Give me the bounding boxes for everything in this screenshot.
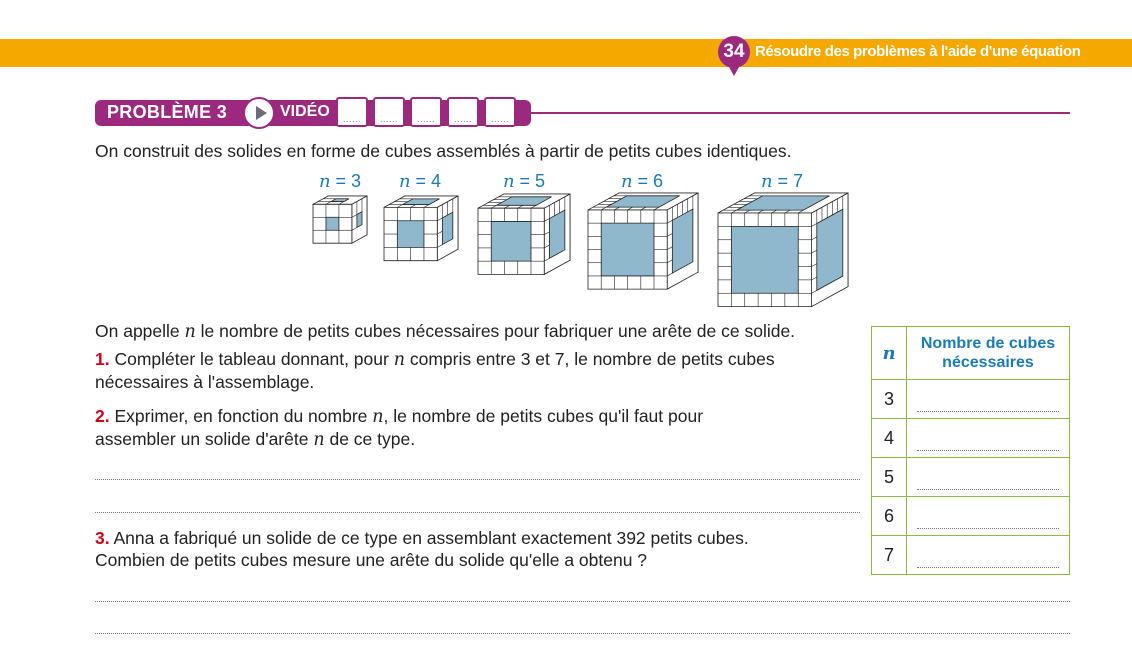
cube-face [731, 226, 798, 293]
figure-eq: = 3 [330, 171, 362, 191]
cube-face [326, 217, 339, 230]
figure-eq: = 6 [632, 171, 664, 191]
answer-slot: ...... [410, 97, 442, 127]
question-3 [95, 527, 749, 571]
problem-label: PROBLÈME 3 [107, 102, 228, 122]
table-row [872, 380, 1070, 419]
table-cell-n: 6 [872, 497, 907, 536]
cube-face [549, 210, 564, 258]
cube-figure [588, 193, 698, 289]
answer-slot: ...... [373, 97, 405, 127]
figure-var: n [502, 171, 515, 192]
cube-face [442, 212, 452, 244]
cube-figure [718, 193, 848, 307]
question-3-line2: Combien de petits cubes mesure une arête du solide qu'elle a obtenu ? [95, 550, 648, 570]
answer-line[interactable] [95, 512, 860, 513]
table-cell-n: 4 [872, 419, 907, 458]
question-2-line2-end: de ce type. [324, 429, 416, 449]
question-2-var2: n [313, 430, 325, 450]
figure-var: n [318, 171, 331, 192]
definition-before: On appelle [95, 321, 185, 341]
cube-face [601, 223, 654, 276]
figure-var: n [398, 171, 411, 192]
answer-line[interactable] [95, 479, 860, 480]
figure-eq: = 7 [772, 171, 804, 191]
table-header-row [872, 327, 1070, 380]
cube-face [817, 209, 843, 290]
table-answer-cell[interactable] [907, 419, 1070, 458]
answer-line[interactable] [95, 633, 1070, 634]
question-2-text: Exprimer, en fonction du nombre [109, 406, 373, 426]
cube-face [397, 221, 424, 248]
question-2-line2: assembler un solide d'arête [95, 429, 314, 449]
cube-figure [478, 194, 570, 274]
table-header-n [872, 327, 907, 380]
figure-eq: = 4 [410, 171, 442, 191]
question-3-number: 3. [95, 528, 110, 548]
answer-slot: ...... [447, 97, 479, 127]
question-1-line2: nécessaires à l'assemblage. [95, 372, 315, 392]
question-1-number: 1. [95, 349, 110, 369]
table-header-n-var: n [882, 342, 896, 364]
cube-face [672, 209, 693, 273]
definition-var: n [184, 322, 196, 342]
definition-text [95, 320, 795, 343]
table-header-count [907, 327, 1070, 380]
table-answer-cell[interactable] [907, 380, 1070, 419]
question-2 [95, 405, 703, 451]
figure-var: n [620, 171, 633, 192]
cubes-table [871, 326, 1070, 575]
table-row [872, 536, 1070, 575]
question-1-var: n [393, 350, 405, 370]
video-label[interactable]: VIDÉO [280, 103, 330, 120]
answer-slot: ...... [484, 97, 516, 127]
table-row [872, 419, 1070, 458]
table-answer-cell[interactable] [907, 497, 1070, 536]
cube-figure [313, 196, 367, 243]
answer-line[interactable] [95, 601, 1070, 602]
table-answer-cell[interactable] [907, 458, 1070, 497]
cube-face [491, 221, 531, 261]
figure-eq: = 5 [514, 171, 546, 191]
table-header-count-line1: Nombre de cubes [920, 335, 1056, 352]
question-1 [95, 348, 775, 393]
table-row [872, 458, 1070, 497]
figure-var: n [760, 171, 773, 192]
intro-text: On construit des solides en forme de cubes assemblés à partir de petits cubes identiques. [95, 141, 792, 161]
table-cell-n: 7 [872, 536, 907, 575]
question-2-text-end: , le nombre de petits cubes qu'il faut pour [383, 406, 704, 426]
table-answer-cell[interactable] [907, 536, 1070, 575]
definition-after: le nombre de petits cubes nécessaires pour fabriquer une arête de ce solide. [195, 321, 796, 341]
question-2-var: n [372, 407, 384, 427]
question-1-text: Compléter le tableau donnant, pour [109, 349, 394, 369]
question-2-number: 2. [95, 406, 110, 426]
table-row [872, 497, 1070, 536]
answer-slot: ...... [336, 97, 368, 127]
table-cell-n: 5 [872, 458, 907, 497]
chapter-title: Résoudre des problèmes à l'aide d'une équation [755, 43, 1081, 60]
question-3-text: Anna a fabriqué un solide de ce type en assemblant exactement 392 petits cubes. [109, 528, 749, 548]
cube-figure [384, 196, 458, 261]
table-header-count-line2: nécessaires [942, 354, 1034, 371]
chapter-number: 34 [723, 41, 745, 62]
question-1-text-end: compris entre 3 et 7, le nombre de petits cubes [404, 349, 775, 369]
table-cell-n: 3 [872, 380, 907, 419]
cube-face [357, 212, 362, 228]
